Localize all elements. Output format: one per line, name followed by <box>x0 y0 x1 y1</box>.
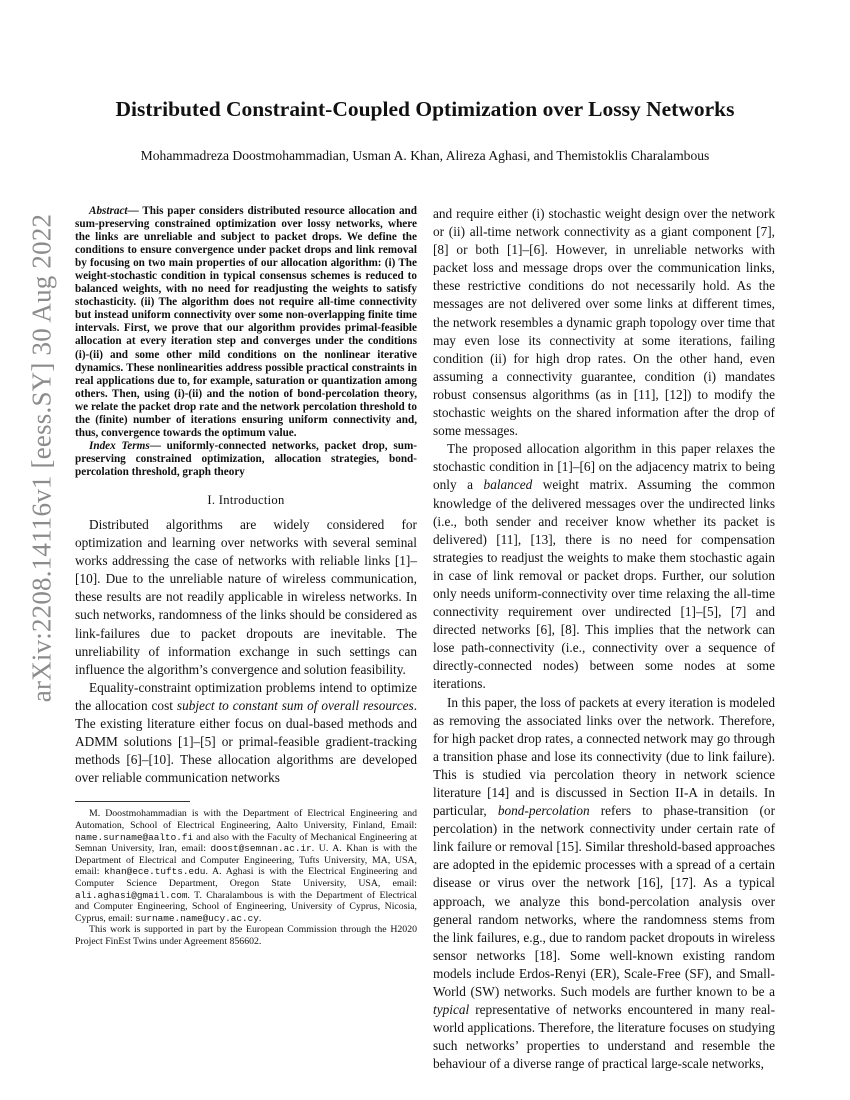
right-p3-emphasis-1: bond-percolation <box>497 803 590 819</box>
footnote-text: . <box>258 912 262 924</box>
footnote-email: khan@ece.tufts.edu <box>104 866 206 878</box>
right-p3-emphasis-2: typical <box>433 1002 470 1018</box>
intro-p2-emphasis: subject to constant sum of overall resources <box>176 697 414 713</box>
intro-paragraph-1: Distributed algorithms are widely considered for optimization and learning over networks with several seminal works addressing the case of networks with reliable links [1]–[10]. Due to the unreliable nature of wireless communication, these results are not readily applicable in wireless networks. In such networks, randomness of the links should be considered as link-failures due to packet dropouts are inevitable. The unreliability of information exchange in such settings can influence the algorithm’s convergence and solution feasibility. <box>75 516 417 677</box>
footnote-rule <box>75 801 190 802</box>
intro-paragraph-2 <box>75 679 417 788</box>
footnote-text: . A. Aghasi is with the Electrical Engineering and Computer Science Department, Oregon State University, USA, email: <box>75 866 417 889</box>
paper-title: Distributed Constraint-Coupled Optimization over Lossy Networks <box>115 97 735 121</box>
abstract <box>75 205 417 440</box>
right-p2-text-a: The proposed allocation algorithm in this paper relaxes the stochastic condition in [1]–[6] on the adjacency matrix to being only a <box>433 441 775 493</box>
intro-p2-text-b: . The existing literature either focus on dual-based methods and ADMM solutions [1]–[5] or primal-feasible gradient-tracking methods [6]–[10]. These allocation algorithms are developed over reliable communication networks <box>75 697 418 786</box>
footnote-text: and also with the Faculty of Mechanical Engineering at Semnan University, Iran, email: <box>75 831 417 855</box>
author-list: Mohammadreza Doostmohammadian, Usman A. Khan, Alireza Aghasi, and Themistoklis Charalambous <box>140 148 710 163</box>
abstract-text: — This paper considers distributed resource allocation and sum-preserving constrained optimization over lossy networks, where the links are unreliable and subject to packet drops. We define the conditions to ensure convergence under packet drops and link removal by focusing on two main properties of our allocation algorithm: (i) The weight-stochastic condition in typical consensus schemes is reduced to balanced weights, with no need for readjusting the weights to satisfy stochasticity. (ii) The algorithm does not require all-time connectivity but instead uniform connectivity over some non-overlapping finite time intervals. First, we prove that our algorithm provides primal-feasible allocation at every iteration step and converges under the conditions (i)-(ii) and some other mild conditions on the nonlinear iterative dynamics. These nonlinearities address possible practical constraints in real applications due to, for example, saturation or quantization among others. Then, using (i)-(ii) and the notion of bond-percolation theory, we relate the packet drop rate and the network percolation threshold to the (finite) number of iterations ensuring uniform connectivity and, thus, convergence towards the optimum value. <box>75 205 417 439</box>
abstract-label: Abstract <box>89 205 128 217</box>
author-affiliation-footnote <box>75 808 417 924</box>
funding-footnote: This work is supported in part by the European Commission through the H2020 Project FinEst Twins under Agreement 856602. <box>75 924 417 947</box>
right-p3-text-c: representative of networks encountered in many real-world applications. Therefore, the literature focuses on studying such networks’ properties to understand and resemble the behaviour of a diverse range of practical large-scale networks, <box>433 1002 775 1072</box>
index-terms <box>75 440 417 479</box>
right-p2-emphasis: balanced <box>483 477 533 493</box>
footnote-email: ali.aghasi@gmail.com <box>75 889 188 901</box>
arxiv-identifier-text: arXiv:2208.14116v1 [eess.SY] 30 Aug 2022 <box>26 213 57 703</box>
left-column <box>75 205 417 948</box>
footnote-email: name.surname@aalto.fi <box>75 831 194 843</box>
right-p2-text-b: weight matrix. Assuming the common knowledge of the delivered messages over the undirected links (i.e., both sender and receiver know whether its packet is delivered) [11], [13], there is no need for compensation strategies to readjust the weights to make them stochastic again in case of link removal or packet drops. Further, our solution only needs uniform-connectivity over time relaxing the all-time connectivity requirement over undirected [1]–[5], [7] and directed networks [6], [8]. This implies that the network can lose path-connectivity (i.e., connectivity over a sequence of directly-connected nodes) between some nodes at some iterations. <box>433 477 775 692</box>
section-heading-introduction <box>75 493 417 508</box>
right-paragraph-2 <box>433 440 775 693</box>
index-terms-label: Index Terms <box>89 439 150 452</box>
footnote-text: . U. A. Khan is with the Department of Electrical and Computer Engineering, Tufts University, MA, USA, email: <box>75 843 417 878</box>
right-column <box>433 205 775 1074</box>
right-paragraph-3 <box>433 694 775 1074</box>
right-p3-text-a: In this paper, the loss of packets at every iteration is modeled as removing the associated links over the network. Therefore, for high packet drop rates, a connected network may go through a transition phase and lose its connectivity (due to link failure). This is studied via percolation theory in network science literature [14] and is discussed in Section II-A in details. In particular, <box>433 694 775 819</box>
footnote-email: surname.name@ucy.ac.cy <box>135 912 259 924</box>
index-terms-text: — uniformly-connected networks, packet drop, sum-preserving constrained optimization, allocation strategies, bond-percolation threshold, graph theory <box>75 439 417 478</box>
footnote-email: doost@semnan.ac.ir <box>210 843 312 855</box>
footnote-text: . T. Charalambous is with the Department of Electrical and Computer Engineering, School of Engineering, University of Cyprus, Nicosia, Cyprus, email: <box>75 889 417 924</box>
section-heading-text: I. Introduction <box>207 492 285 507</box>
footnote-text: M. Doostmohammadian is with the Department of Electrical Engineering and Automation, School of Electrical Engineering, Aalto University, Finland, Email: <box>75 808 417 831</box>
intro-p2-text-a: Equality-constraint optimization problems intend to optimize the allocation cost <box>75 679 417 713</box>
right-p3-text-b: refers to phase-transition (or percolation) in the network connectivity under certain rate of link failure or removal [15]. Similar threshold-based approaches are adopted in the epidemic processes with a spread of a certain disease or virus over the network [16], [17]. As a typical approach, we analyze this bond-percolation analysis over general random networks, where the randomness stems from the link failures, e.g., due to random packet dropouts in wireless sensor networks [18]. Some well-known existing random models include Erdos-Renyi (ER), Scale-Free (SF), and Small-World (SW) networks. Such models are further known to be a <box>433 803 775 1000</box>
right-paragraph-1: and require either (i) stochastic weight design over the network or (ii) all-time network connectivity as a giant component [7], [8] or both [1]–[6]. However, in unreliable networks with packet loss and message drops over the communication links, these restrictive conditions do not necessarily hold. As the messages are not delivered over some links at different times, the network resembles a dynamic graph topology over time that may even lose its connectivity at some iterations, failing condition (ii) for high drop rates. On the other hand, even assuming a connectivity guarantee, condition (i) mandates robust consensus algorithms (as in [11], [12]) to modify the stochastic weights on the shared information after the drop of some messages. <box>433 206 775 439</box>
arxiv-identifier-stamp <box>22 213 62 703</box>
